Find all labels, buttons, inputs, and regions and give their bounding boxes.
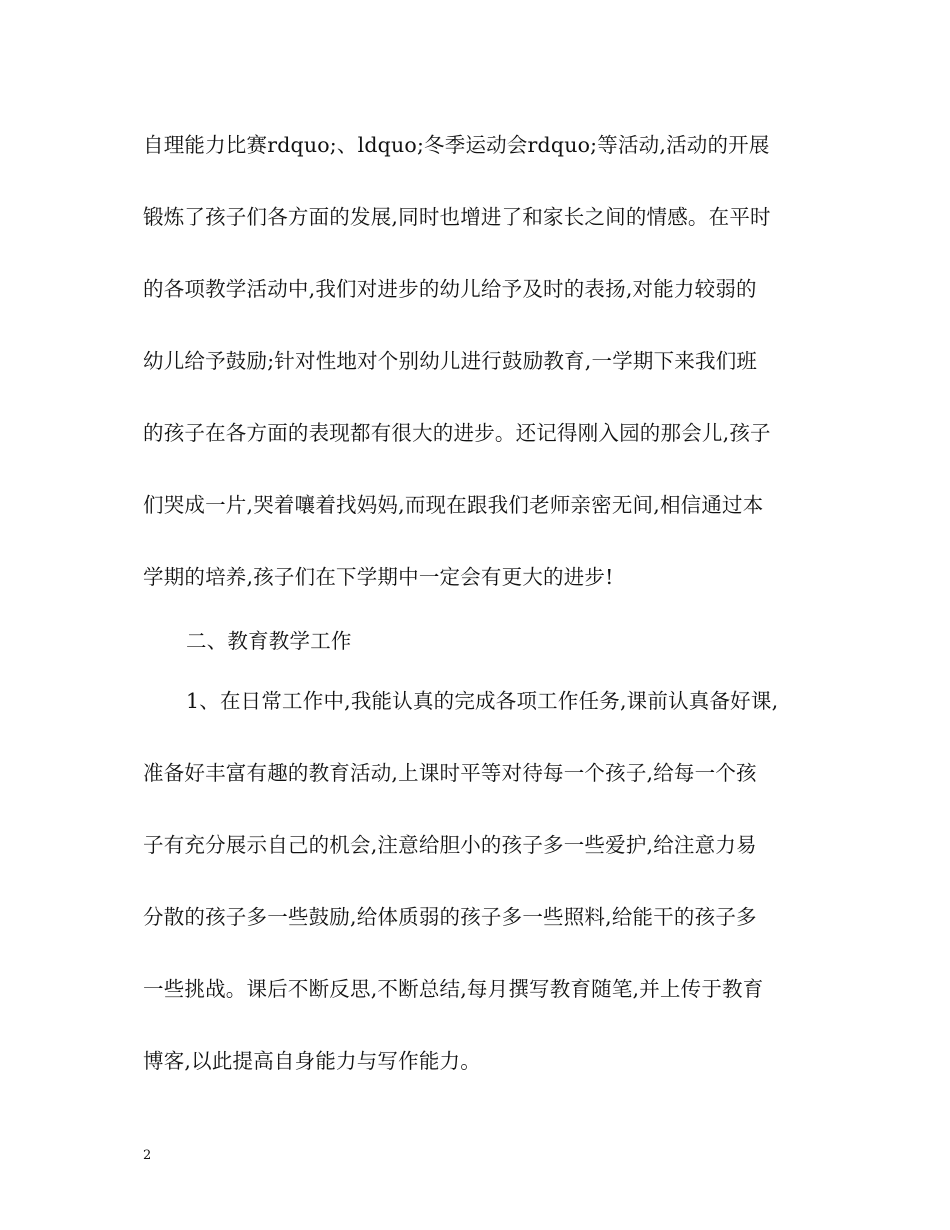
paragraph-2-line-4: 分散的孩子多一些鼓励,给体质弱的孩子多一些照料,给能干的孩子多 <box>143 905 757 929</box>
paragraph-2-line-1: 1、在日常工作中,我能认真的完成各项工作任务,课前认真备好课, <box>186 689 779 713</box>
page-number: 2 <box>143 1148 152 1163</box>
paragraph-2-line-2: 准备好丰富有趣的教育活动,上课时平等对待每一个孩子,给每一个孩 <box>143 761 757 785</box>
paragraph-1-line-6: 们哭成一片,哭着嚷着找妈妈,而现在跟我们老师亲密无间,相信通过本 <box>143 493 764 517</box>
section-heading: 二、教育教学工作 <box>186 629 352 653</box>
paragraph-2-line-5: 一些挑战。课后不断反思,不断总结,每月撰写教育随笔,并上传于教育 <box>143 977 764 1001</box>
paragraph-1-line-5: 的孩子在各方面的表现都有很大的进步。还记得刚入园的那会儿,孩子 <box>143 421 771 445</box>
paragraph-1-line-1: 自理能力比赛rdquo;、ldquo;冬季运动会rdquo;等活动,活动的开展 <box>143 133 770 157</box>
paragraph-1-line-7: 学期的培养,孩子们在下学期中一定会有更大的进步! <box>143 565 614 589</box>
paragraph-1-line-4: 幼儿给予鼓励;针对性地对个别幼儿进行鼓励教育,一学期下来我们班 <box>143 349 758 373</box>
paragraph-2-line-3: 子有充分展示自己的机会,注意给胆小的孩子多一些爱护,给注意力易 <box>143 833 757 857</box>
paragraph-1-line-2: 锻炼了孩子们各方面的发展,同时也增进了和家长之间的情感。在平时 <box>143 205 771 229</box>
paragraph-1-line-3: 的各项教学活动中,我们对进步的幼儿给予及时的表扬,对能力较弱的 <box>143 277 757 301</box>
paragraph-2-line-6: 博客,以此提高自身能力与写作能力。 <box>143 1049 481 1073</box>
